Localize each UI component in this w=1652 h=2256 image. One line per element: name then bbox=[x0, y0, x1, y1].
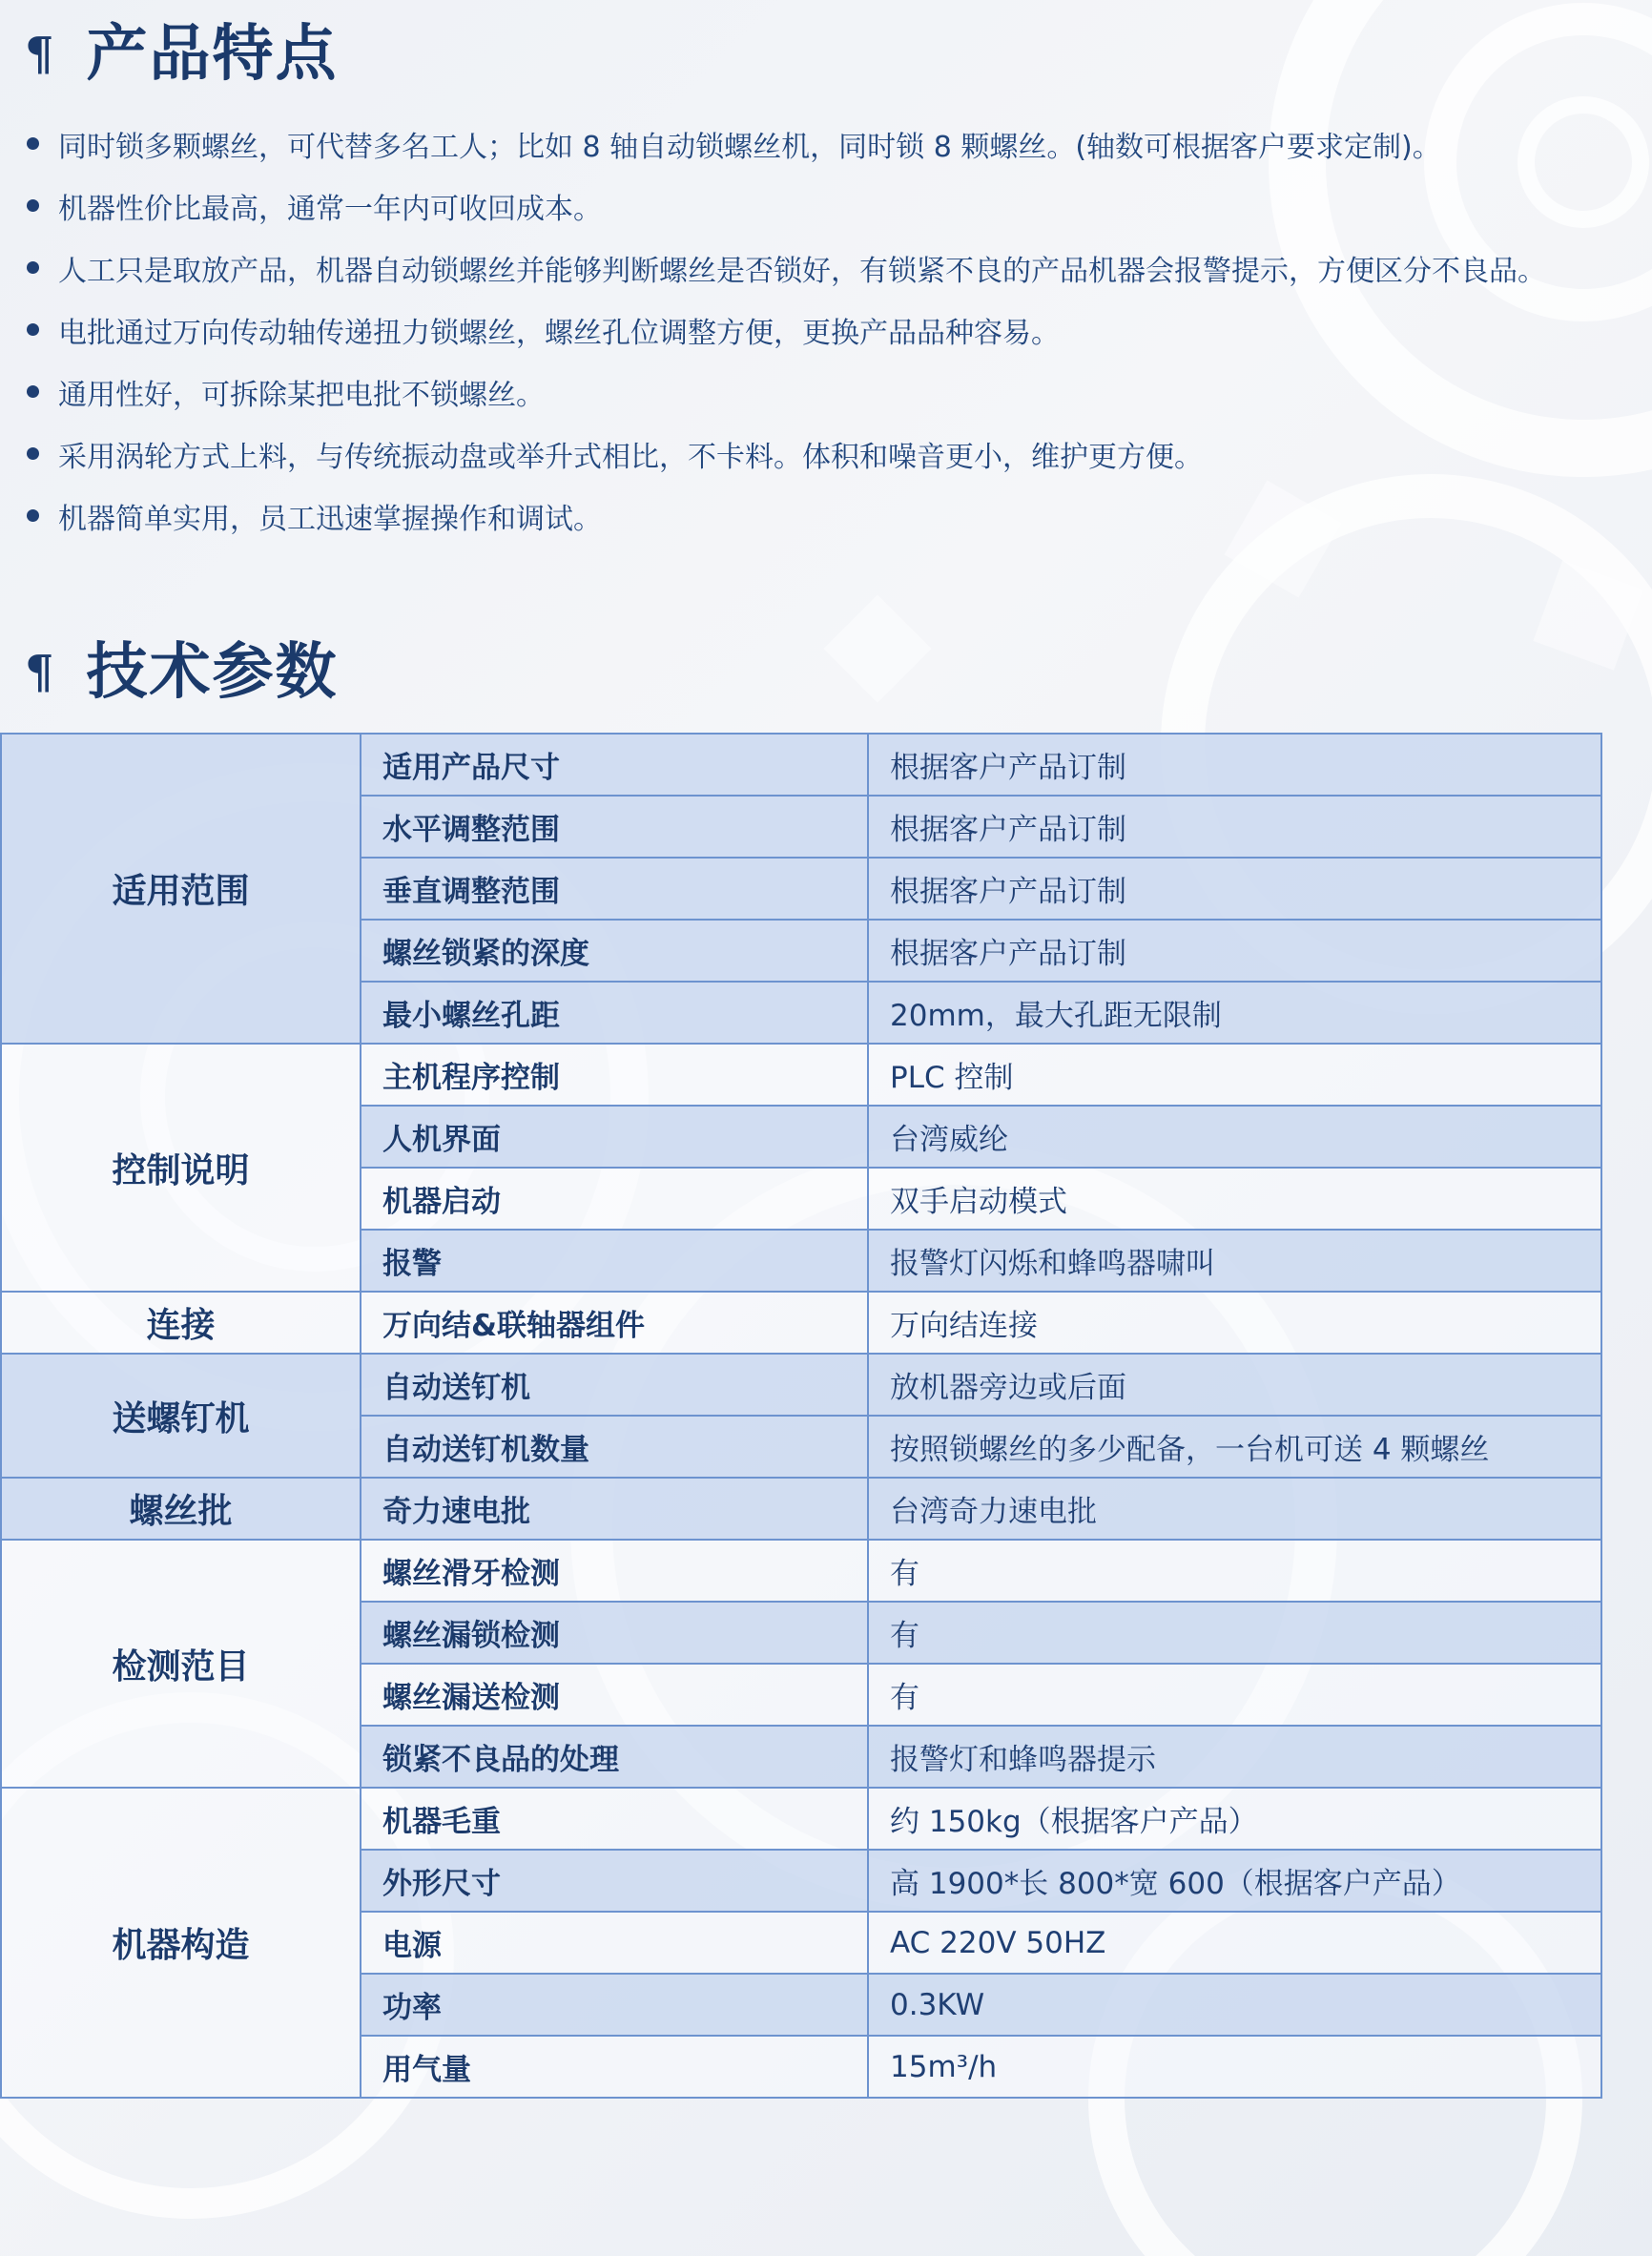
feature-list bbox=[27, 113, 1546, 547]
param-name: 自动送钉机 bbox=[361, 1354, 868, 1416]
table-row bbox=[1, 1292, 1601, 1354]
param-value: 双手启动模式 bbox=[868, 1168, 1601, 1230]
bullet-icon bbox=[27, 323, 39, 336]
param-name: 螺丝漏送检测 bbox=[361, 1664, 868, 1726]
table-row bbox=[1, 1354, 1601, 1416]
param-name: 自动送钉机数量 bbox=[361, 1416, 868, 1478]
param-value: 高 1900*长 800*宽 600（根据客户产品） bbox=[868, 1850, 1601, 1912]
bullet-icon bbox=[27, 385, 39, 398]
param-name: 垂直调整范围 bbox=[361, 858, 868, 920]
param-name: 功率 bbox=[361, 1974, 868, 2036]
bullet-icon bbox=[27, 199, 39, 212]
param-value: 0.3KW bbox=[868, 1974, 1601, 2036]
feature-item: 采用涡轮方式上料，与传统振动盘或举升式相比，不卡料。体积和噪音更小，维护更方便。 bbox=[27, 423, 1546, 485]
param-name: 用气量 bbox=[361, 2036, 868, 2098]
pilcrow-icon: ¶ bbox=[25, 28, 54, 81]
param-value: 20mm，最大孔距无限制 bbox=[868, 982, 1601, 1044]
group-label: 连接 bbox=[1, 1292, 361, 1354]
group-label: 螺丝批 bbox=[1, 1478, 361, 1540]
table-row bbox=[1, 1044, 1601, 1106]
param-name: 锁紧不良品的处理 bbox=[361, 1726, 868, 1788]
param-name: 水平调整范围 bbox=[361, 796, 868, 858]
bullet-icon bbox=[27, 447, 39, 460]
param-name: 人机界面 bbox=[361, 1106, 868, 1168]
param-name: 螺丝滑牙检测 bbox=[361, 1540, 868, 1602]
param-name: 最小螺丝孔距 bbox=[361, 982, 868, 1044]
param-value: 放机器旁边或后面 bbox=[868, 1354, 1601, 1416]
features-section-title bbox=[25, 16, 339, 93]
param-name: 报警 bbox=[361, 1230, 868, 1292]
feature-item: 通用性好，可拆除某把电批不锁螺丝。 bbox=[27, 361, 1546, 423]
feature-item: 同时锁多颗螺丝，可代替多名工人；比如 8 轴自动锁螺丝机，同时锁 8 颗螺丝。(轴数可根据客户要求定制)。 bbox=[27, 113, 1546, 175]
param-value: AC 220V 50HZ bbox=[868, 1912, 1601, 1974]
feature-item: 机器简单实用，员工迅速掌握操作和调试。 bbox=[27, 485, 1546, 547]
feature-item: 机器性价比最高，通常一年内可收回成本。 bbox=[27, 175, 1546, 237]
specs-section-title bbox=[25, 634, 339, 711]
group-label: 机器构造 bbox=[1, 1788, 361, 2098]
param-name: 螺丝漏锁检测 bbox=[361, 1602, 868, 1664]
pilcrow-icon: ¶ bbox=[25, 646, 54, 699]
group-label: 控制说明 bbox=[1, 1044, 361, 1292]
param-name: 电源 bbox=[361, 1912, 868, 1974]
param-value: 有 bbox=[868, 1540, 1601, 1602]
param-name: 机器启动 bbox=[361, 1168, 868, 1230]
param-name: 主机程序控制 bbox=[361, 1044, 868, 1106]
table-row bbox=[1, 1478, 1601, 1540]
group-label: 送螺钉机 bbox=[1, 1354, 361, 1478]
bullet-icon bbox=[27, 137, 39, 150]
table-row bbox=[1, 734, 1601, 796]
param-name: 万向结&联轴器组件 bbox=[361, 1292, 868, 1354]
param-value: 根据客户产品订制 bbox=[868, 858, 1601, 920]
param-value: 根据客户产品订制 bbox=[868, 734, 1601, 796]
param-name: 机器毛重 bbox=[361, 1788, 868, 1850]
param-value: 15m³/h bbox=[868, 2036, 1601, 2098]
param-value: 报警灯闪烁和蜂鸣器啸叫 bbox=[868, 1230, 1601, 1292]
bullet-icon bbox=[27, 261, 39, 274]
param-value: 约 150kg（根据客户产品） bbox=[868, 1788, 1601, 1850]
param-value: 台湾奇力速电批 bbox=[868, 1478, 1601, 1540]
group-label: 检测范目 bbox=[1, 1540, 361, 1788]
param-value: 有 bbox=[868, 1664, 1601, 1726]
param-name: 螺丝锁紧的深度 bbox=[361, 920, 868, 982]
param-name: 奇力速电批 bbox=[361, 1478, 868, 1540]
table-row bbox=[1, 1540, 1601, 1602]
features-title: 产品特点 bbox=[86, 19, 339, 90]
param-value: 万向结连接 bbox=[868, 1292, 1601, 1354]
param-value: 有 bbox=[868, 1602, 1601, 1664]
param-value: 按照锁螺丝的多少配备，一台机可送 4 颗螺丝 bbox=[868, 1416, 1601, 1478]
param-value: PLC 控制 bbox=[868, 1044, 1601, 1106]
param-value: 根据客户产品订制 bbox=[868, 796, 1601, 858]
feature-item: 电批通过万向传动轴传递扭力锁螺丝，螺丝孔位调整方便，更换产品品种容易。 bbox=[27, 299, 1546, 361]
param-value: 报警灯和蜂鸣器提示 bbox=[868, 1726, 1601, 1788]
param-name: 外形尺寸 bbox=[361, 1850, 868, 1912]
group-label: 适用范围 bbox=[1, 734, 361, 1044]
specs-title: 技术参数 bbox=[86, 637, 339, 708]
param-value: 根据客户产品订制 bbox=[868, 920, 1601, 982]
param-value: 台湾威纶 bbox=[868, 1106, 1601, 1168]
table-row bbox=[1, 1788, 1601, 1850]
bullet-icon bbox=[27, 509, 39, 522]
feature-item: 人工只是取放产品，机器自动锁螺丝并能够判断螺丝是否锁好，有锁紧不良的产品机器会报警提示，方便区分不良品。 bbox=[27, 237, 1546, 299]
param-name: 适用产品尺寸 bbox=[361, 734, 868, 796]
spec-table bbox=[0, 733, 1602, 2099]
